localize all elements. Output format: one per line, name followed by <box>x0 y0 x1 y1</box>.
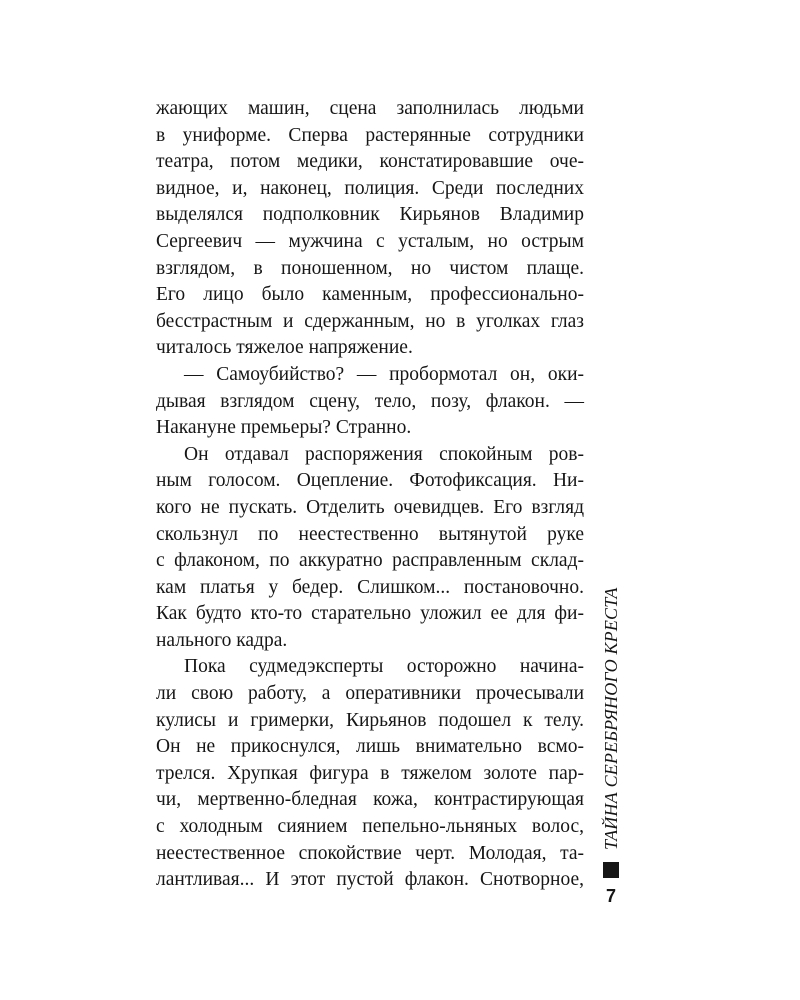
page-body-text <box>156 96 584 894</box>
text-line: бесстрастным и сдержанным, но в уголках глаз <box>156 310 584 332</box>
text-line: Его лицо было каменным, профессионально- <box>156 284 584 306</box>
text-line: скользнул по неестественно вытянутой руке <box>156 523 584 545</box>
text-line: — Самоубийство? — пробормотал он, оки- <box>184 363 584 385</box>
page-number: 7 <box>605 886 616 906</box>
text-line: неестественное спокойствие черт. Молодая, та- <box>156 842 584 864</box>
text-line: Он отдавал распоряжения спокойным ров- <box>184 443 584 465</box>
text-line: лантливая... И этот пустой флакон. Снотворное, <box>156 869 584 891</box>
text-line: с холодным сиянием пепельно-льняных волос, <box>156 816 584 838</box>
text-line: чи, мертвенно-бледная кожа, контрастирующая <box>156 789 584 811</box>
text-line: театра, потом медики, констатировавшие оче- <box>156 151 584 173</box>
text-line: Как будто кто-то старательно уложил ее для фи- <box>156 603 584 625</box>
text-line: дывая взглядом сцену, тело, позу, флакон. — <box>156 390 584 412</box>
text-line: Сергеевич — мужчина с усталым, но острым <box>156 230 584 252</box>
text-line: кам платья у бедер. Слишком... постановочно. <box>156 576 584 598</box>
running-title: ТАЙНА СЕРЕБРЯНОГО КРЕСТА <box>601 587 621 851</box>
text-line: выделялся подполковник Кирьянов Владимир <box>156 204 584 226</box>
text-line: видное, и, наконец, полиция. Среди последних <box>156 177 584 199</box>
text-line: Он не прикоснулся, лишь внимательно всмо- <box>156 736 584 758</box>
text-line: кулисы и гримерки, Кирьянов подошел к телу. <box>156 709 584 731</box>
text-line: ли свою работу, а оперативники прочесывали <box>156 683 584 705</box>
text-line: трелся. Хрупкая фигура в тяжелом золоте пар- <box>156 762 584 784</box>
text-line: читалось тяжелое напряжение. <box>156 337 413 359</box>
text-line: Пока судмедэксперты осторожно начина- <box>184 656 584 678</box>
text-line: ным голосом. Оцепление. Фотофиксация. Ни- <box>156 470 584 492</box>
text-line: кого не пускать. Отделить очевидцев. Его взгляд <box>156 496 584 518</box>
text-line: взглядом, в поношенном, но чистом плаще. <box>156 257 584 279</box>
text-line: Накануне премьеры? Странно. <box>156 417 412 439</box>
text-line: в униформе. Сперва растерянные сотрудники <box>156 124 584 146</box>
text-line: нального кадра. <box>156 629 288 651</box>
text-line: жающих машин, сцена заполнилась людьми <box>156 98 584 119</box>
text-line: с флаконом, по аккуратно расправленным склад- <box>156 550 584 572</box>
square-marker-icon <box>603 862 619 878</box>
